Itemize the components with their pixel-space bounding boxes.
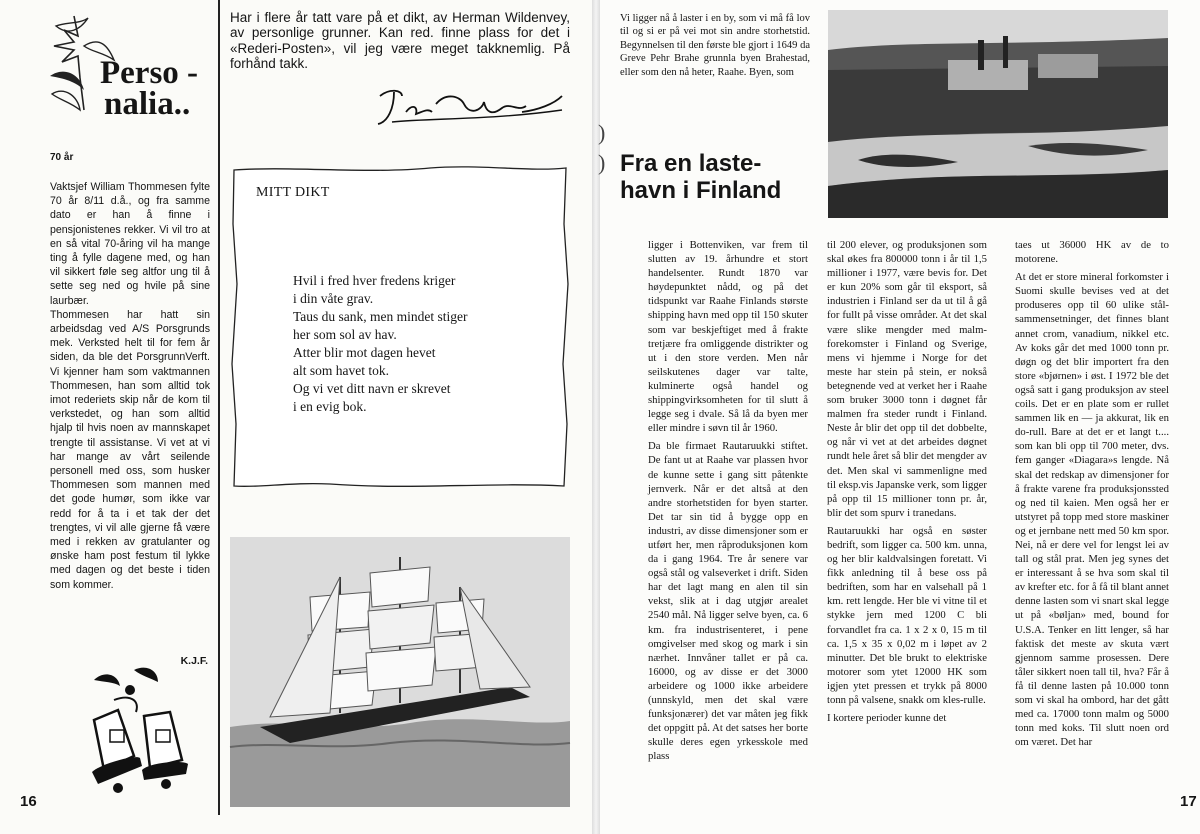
heading-line-2: havn i Finland (620, 177, 782, 204)
article-heading (620, 150, 820, 204)
right-page (600, 0, 1200, 834)
article-paragraph: taes ut 36000 HK av de to motorene. (1015, 239, 1169, 266)
article-paragraph: Da ble firmaet Rautaruukki stiftet. De fant ut at Raahe var plassen hvor de kunne sette i gang sitt påtenkte jernverk. Når er det altså at den andre storhetstiden for byen starter. Det tar sin tid å bygge opp en industri, av disse dimensjoner som er utført her, men råproduksjonen kom da i gang 1964. Tre år senere var også stål og valseverket i drift. Siden har det lagt mang en alen til sin vekst, slik at i dag utgjør arealet 2540 mål. Nå ligger selve byen, ca. 6 km. fra industrisenteret, i pene omgivelser med skog og mark i sin nærhet. Innvåner tallet er på ca. 16000, og av disse er det 3000 arbeidere og 1000 ikke arbeidere (unnskyld, men det skal være funksjonærer) det var måten jeg fikk det oppgitt på. At det satses her borte skulle deres egen yrkesskole med plass (648, 440, 808, 763)
article-paragraph: I kortere perioder kunne det (827, 712, 947, 725)
title-line-1: Perso - (100, 55, 199, 91)
article-column-1 (648, 238, 808, 767)
left-page (0, 0, 592, 834)
persona-title (100, 55, 199, 122)
margin-mark: ) (598, 150, 606, 175)
poem-verses (293, 272, 468, 416)
page-number: 16 (20, 793, 37, 810)
article-initials: K.J.F. (180, 655, 208, 667)
poem-line: Atter blir mot dagen hevet (293, 345, 436, 360)
age-heading: 70 år (50, 152, 74, 163)
aerial-harbor-photo (828, 10, 1168, 218)
bells-icon (74, 660, 204, 805)
article-paragraph: til 200 elever, og produksjonen som skal økes fra 800000 tonn i år til 1,5 millioner i 1977, være bevis for. Det er kun 20% som går til eksport, så industrien i Finland ser da ut til å gå for fullt på visse områder. At det skal være slike mengder med malm-forekomster i Finland og Sverige, mens vi hjemme i Norge for det meste har stein på stein, er nokså betegnende ved at verket her i Raahe som bruker 3000 tonn i døgnet får malmen fra steder rundt i Finland. Neste år blir det opp til det dobbelte, og når vi vet at det arbeides døgnet rundt hele året så blir det mengder av det. Men skal vi sammenligne med til eksp.vis Japanske verk, som ligger på opp til 15 millioner tonn pr. år, blir det som spurv i tranedans. (827, 239, 987, 519)
sailing-ship-image (230, 537, 570, 807)
article-column-2 (827, 238, 987, 729)
article-paragraph: Rautaruukki har også en søster bedrift, som ligger ca. 500 km. unna, og her blir kaldvalsingen foretatt. Vi fikk anledning til å bese oss på bedriften, som har en valsehall på 1 km. rett lengde. Her ble vi vitne til et stykke jern med 1200 C bli forvandlet fra ca. 1 x 2 x 0, 15 m til ca. 1,5 x 35 x 0,02 m i løpet av 2 minutter. Det ble brukt to elektriske motorer som ytet 12000 HK som igjen ytet pressen et trykk på 8000 tonn på valsene, snakk om kles-rulle. (827, 524, 987, 706)
article-column-3 (1015, 238, 1169, 753)
poem-line: Taus du sank, men mindet stiger (293, 309, 468, 324)
poem-line: her som sol av hav. (293, 327, 397, 342)
birthday-article (50, 180, 210, 592)
handwritten-signature (372, 82, 572, 137)
poem-heading: MITT DIKT (256, 185, 330, 200)
poem-line: i en evig bok. (293, 399, 367, 414)
page-number: 17 (1180, 793, 1197, 810)
title-line-2: nalia.. (104, 86, 191, 122)
poem-line: alt som havet tok. (293, 363, 389, 378)
article-paragraph: ligger i Bottenviken, var frem til slutten av 19. århundre et stort handelsenter. Rundt 1870 var høydepunktet nådd, og på det tidspunkt var Raahe Finlands største shipping havn med opp til 150 skuter som var beskjeftiget med å frakte tretjære fra omliggende distrikter og ut i den store verden. Men når seilskutenes dager var talte, kulminerte også handel og shippingvirksomheten for til slutt å legge seg i dvale. Så lå da byen mer eller mindre i søvn til år 1960. (648, 239, 808, 435)
poem-line: Hvil i fred hver fredens kriger (293, 273, 456, 288)
article-intro: Vi ligger nå å laster i en by, som vi må få lov til og si er på vei mot sin andre storhetstid. Begynnelsen til den første ble gjort i 1649 da Greve Pehr Brahe grunnla byen Brahestad, eller som den nå heter, Raahe. Byen, som (620, 13, 810, 78)
poem-frame (230, 164, 570, 490)
poem-intro: Har i flere år tatt vare på et dikt, av Herman Wildenvey, av personlige grunner. Kan red. finne plass for det i «Rederi-Posten», vil jeg være meget takknemlig. På forhånd takk. (230, 10, 570, 71)
article-paragraph: Vaktsjef William Thommesen fylte 70 år 8/11 d.å., og fra samme dato er han å finne i pensjonistenes rekker. Vi vil tro at en så vital 70-åring vil ha mange ting å fylle dagene med, og han vil sikkert føle seg altfor ung til å sette seg ned og hvile på sine laurbær. (50, 181, 210, 307)
margin-mark: ) (598, 120, 606, 145)
article-paragraph: Thommesen har hatt sin arbeidsdag ved A/S Porsgrunds mek. Verksted helt til for fem år siden, da ble det PorsgrunnVerft. Vi kjenner ham som vaktmannen Thommesen, han som alltid tok imot rederiets skip når de kom til verkstedet, og han som alltid hjalp til hvis noen av mannskapet trengte til assistanse. Vi vet at vi har mange av vårt seilende personell med oss, som husker Thommesen som mannen med det gode humør, som ikke var redd for å ta i et tak der det trengtes, vi vil alle gjerne få være med i rekken av gratulanter og ønske ham post festum til lykke med dagen og det beste i tiden som kommer. (50, 308, 210, 591)
poem-line: i din våte grav. (293, 291, 374, 306)
column-divider (218, 0, 220, 815)
poem-line: Og vi vet ditt navn er skrevet (293, 381, 451, 396)
heading-line-1: Fra en laste- (620, 150, 762, 177)
article-paragraph: At det er store mineral forkomster i Suomi skulle bevises ved at det produseres opp til 60 ulike stål-sammensetninger, det finnes blant annet crom, vanadium, nikkel etc. Av koks går det med 1000 tonn pr. døgn og det blir importert fra den store «bjørnen» i øst. I 1972 ble det også satt i gang produksjon av steel coils. Det er en plate som er rullet sammen lik en — ja akkurat, lik en do-rull. Bare at det er et langt t.... som kan bli opp til 700 meter, dvs. fem ganger «Diagara»s lengde. Nå skal det redskap av dimensjoner for å frakte varene fra produksjonssted og ned til kaien. Men også her er utstyret på topp med store maskiner og et jernbane nett med 50 km spor. Nei, nå er dere vel for lengst lei av tall og stål prat. Men jeg synes det er interessant å se hva som skal til av krefter etc. for å få til blant annet denne lasten som vi snart skal legge ut på «bøljan» med, bound for U.S.A. Tenker en litt lenger, så har faktisk det meste av skuta vært gjennom samme prosessen. Dere tåler sikkert noen tall til, hva? Får å få til denne lasten på 10.000 tonn som vi skal ha ombord, har det gått med ca. 17000 tonn malm og 5000 tonn med koks. Til slutt noen ord om været. Det har (1015, 271, 1169, 749)
